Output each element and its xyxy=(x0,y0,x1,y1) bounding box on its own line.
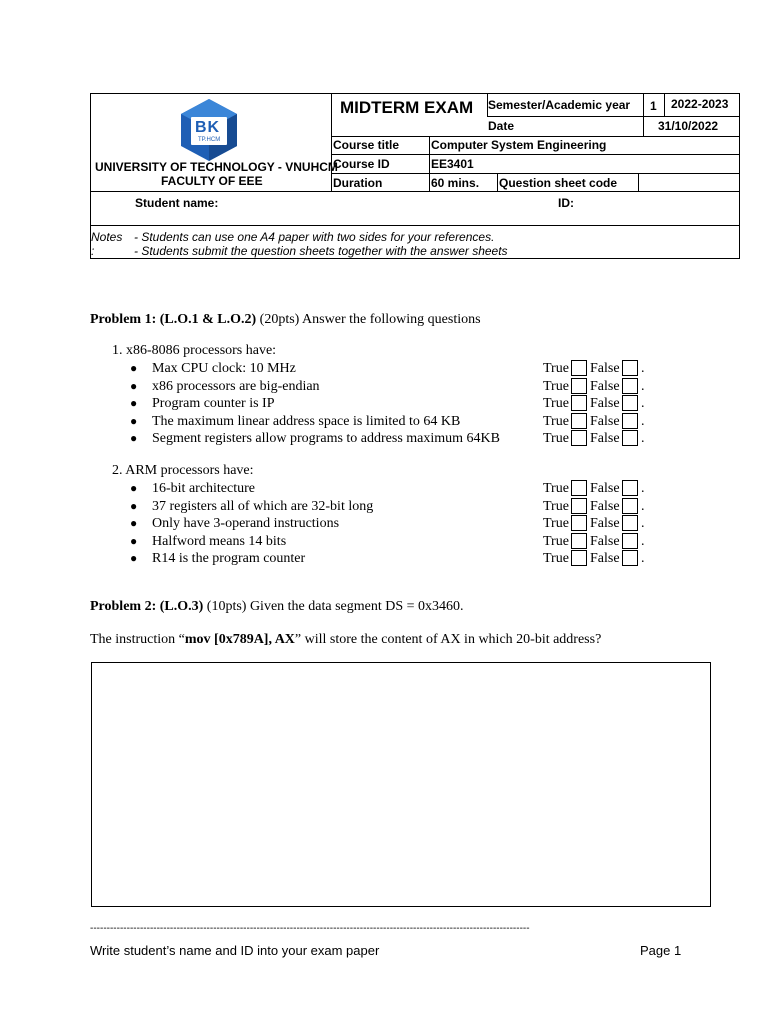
false-label: False xyxy=(590,396,620,411)
course-title-label: Course title xyxy=(333,138,400,152)
exam-header-table xyxy=(90,93,740,259)
true-label: True xyxy=(543,551,569,566)
problem-1-heading-rest: (20pts) Answer the following questions xyxy=(256,312,481,327)
bullet-icon: ● xyxy=(130,361,138,375)
problem-1-heading-bold: Problem 1: (L.O.1 & L.O.2) xyxy=(90,312,257,327)
false-label: False xyxy=(590,361,620,376)
true-checkbox[interactable] xyxy=(571,395,587,411)
note-line-1: - Students can use one A4 paper with two sides for your references. xyxy=(134,230,495,244)
true-checkbox[interactable] xyxy=(571,533,587,549)
end-mark: . xyxy=(641,498,645,514)
course-title-value: Computer System Engineering xyxy=(431,138,607,152)
question-code-label: Question sheet code xyxy=(499,176,618,190)
bullet-icon: ● xyxy=(130,378,138,393)
false-checkbox[interactable] xyxy=(622,498,638,514)
semester-label: Semester/Academic year xyxy=(488,98,631,112)
statement-text: x86 processors are big-endian xyxy=(152,378,320,394)
true-label: True xyxy=(543,533,569,549)
statement-text: 16-bit architecture xyxy=(152,481,256,496)
true-label: True xyxy=(543,378,569,394)
course-id-label: Course ID xyxy=(333,157,390,171)
end-mark: . xyxy=(641,516,645,531)
false-checkbox[interactable] xyxy=(622,533,638,549)
course-id-value: EE3401 xyxy=(431,157,474,171)
bullet-icon: ● xyxy=(130,533,138,548)
true-label: True xyxy=(543,481,569,496)
false-label: False xyxy=(590,378,620,394)
false-checkbox[interactable] xyxy=(622,413,638,429)
statement-text: Program counter is IP xyxy=(152,396,275,411)
false-label: False xyxy=(590,533,620,549)
statement-text: Segment registers allow programs to address maximum 64KB xyxy=(152,431,500,446)
page-number: Page 1 xyxy=(640,943,682,958)
end-mark: . xyxy=(641,413,645,429)
true-label: True xyxy=(543,396,569,411)
end-mark: . xyxy=(641,361,645,376)
footer-instruction: Write student’s name and ID into your exam paper xyxy=(90,943,380,958)
end-mark: . xyxy=(641,533,645,549)
date-value: 31/10/2022 xyxy=(658,119,719,133)
bullet-icon: ● xyxy=(130,396,138,410)
bullet-icon: ● xyxy=(130,413,138,428)
true-checkbox[interactable] xyxy=(571,498,587,514)
false-checkbox[interactable] xyxy=(622,550,638,566)
faculty-name: FACULTY OF EEE xyxy=(161,174,263,188)
end-mark: . xyxy=(641,378,645,394)
end-mark: . xyxy=(641,431,645,446)
exam-title: MIDTERM EXAM xyxy=(340,98,474,117)
problem-2-heading-rest: (10pts) Given the data segment DS = 0x3460. xyxy=(203,599,464,614)
answer-box[interactable] xyxy=(91,662,711,907)
true-checkbox[interactable] xyxy=(571,378,587,394)
false-checkbox[interactable] xyxy=(622,378,638,394)
false-label: False xyxy=(590,431,620,446)
statement-text: R14 is the program counter xyxy=(152,551,306,566)
false-checkbox[interactable] xyxy=(622,430,638,446)
bullet-icon: ● xyxy=(130,431,138,445)
statement-text: 37 registers all of which are 32-bit long xyxy=(152,498,374,514)
statement-text: The maximum linear address space is limited to 64 KB xyxy=(152,413,461,429)
true-checkbox[interactable] xyxy=(571,360,587,376)
instruction-post: ” will store the content of AX in which 20-bit address? xyxy=(294,632,602,647)
false-checkbox[interactable] xyxy=(622,515,638,531)
true-label: True xyxy=(543,498,569,514)
university-name: UNIVERSITY OF TECHNOLOGY - VNUHCM xyxy=(95,160,338,174)
statement-text: Only have 3-operand instructions xyxy=(152,516,340,531)
true-checkbox[interactable] xyxy=(571,550,587,566)
semester-value: 1 xyxy=(650,99,657,113)
date-label: Date xyxy=(488,119,515,133)
bullet-icon: ● xyxy=(130,551,138,565)
statement-text: Max CPU clock: 10 MHz xyxy=(152,361,296,376)
footer-divider: ------------------------------------------------------------------------------------------------------------------------------------ xyxy=(90,923,530,934)
bullet-icon: ● xyxy=(130,498,138,513)
false-checkbox[interactable] xyxy=(622,360,638,376)
false-label: False xyxy=(590,516,620,531)
notes-label: Notes xyxy=(91,230,123,244)
duration-value: 60 mins. xyxy=(431,176,480,190)
end-mark: . xyxy=(641,396,645,411)
true-label: True xyxy=(543,413,569,429)
note-line-2: - Students submit the question sheets together with the answer sheets xyxy=(134,244,508,258)
true-checkbox[interactable] xyxy=(571,430,587,446)
true-checkbox[interactable] xyxy=(571,413,587,429)
logo-text: BK xyxy=(195,119,221,136)
false-label: False xyxy=(590,481,620,496)
problem-2-heading xyxy=(90,598,464,615)
true-label: True xyxy=(543,516,569,531)
end-mark: . xyxy=(641,481,645,496)
true-label: True xyxy=(543,361,569,376)
false-checkbox[interactable] xyxy=(622,395,638,411)
student-name-label: Student name: xyxy=(135,196,219,210)
question-2-title: 2. ARM processors have: xyxy=(112,463,254,478)
false-label: False xyxy=(590,413,620,429)
instruction-pre: The instruction “ xyxy=(90,632,185,647)
instruction-code: mov [0x789A], AX xyxy=(184,632,295,647)
student-id-label: ID: xyxy=(558,196,574,210)
notes-colon: : xyxy=(91,244,95,258)
problem-2-instruction xyxy=(90,631,601,648)
question-1-title: 1. x86-8086 processors have: xyxy=(112,343,277,358)
true-checkbox[interactable] xyxy=(571,480,587,496)
false-checkbox[interactable] xyxy=(622,480,638,496)
statement-text: Halfword means 14 bits xyxy=(152,533,287,549)
problem-1-heading xyxy=(90,311,481,328)
bullet-icon: ● xyxy=(130,516,138,530)
academic-year-value: 2022-2023 xyxy=(671,97,729,111)
false-label: False xyxy=(590,551,620,566)
false-label: False xyxy=(590,498,620,514)
logo-subtext: TP.HCM xyxy=(198,137,221,143)
end-mark: . xyxy=(641,551,645,566)
true-label: True xyxy=(543,431,569,446)
bullet-icon: ● xyxy=(130,481,138,495)
duration-label: Duration xyxy=(333,176,383,190)
true-checkbox[interactable] xyxy=(571,515,587,531)
problem-2-heading-bold: Problem 2: (L.O.3) xyxy=(90,599,204,614)
